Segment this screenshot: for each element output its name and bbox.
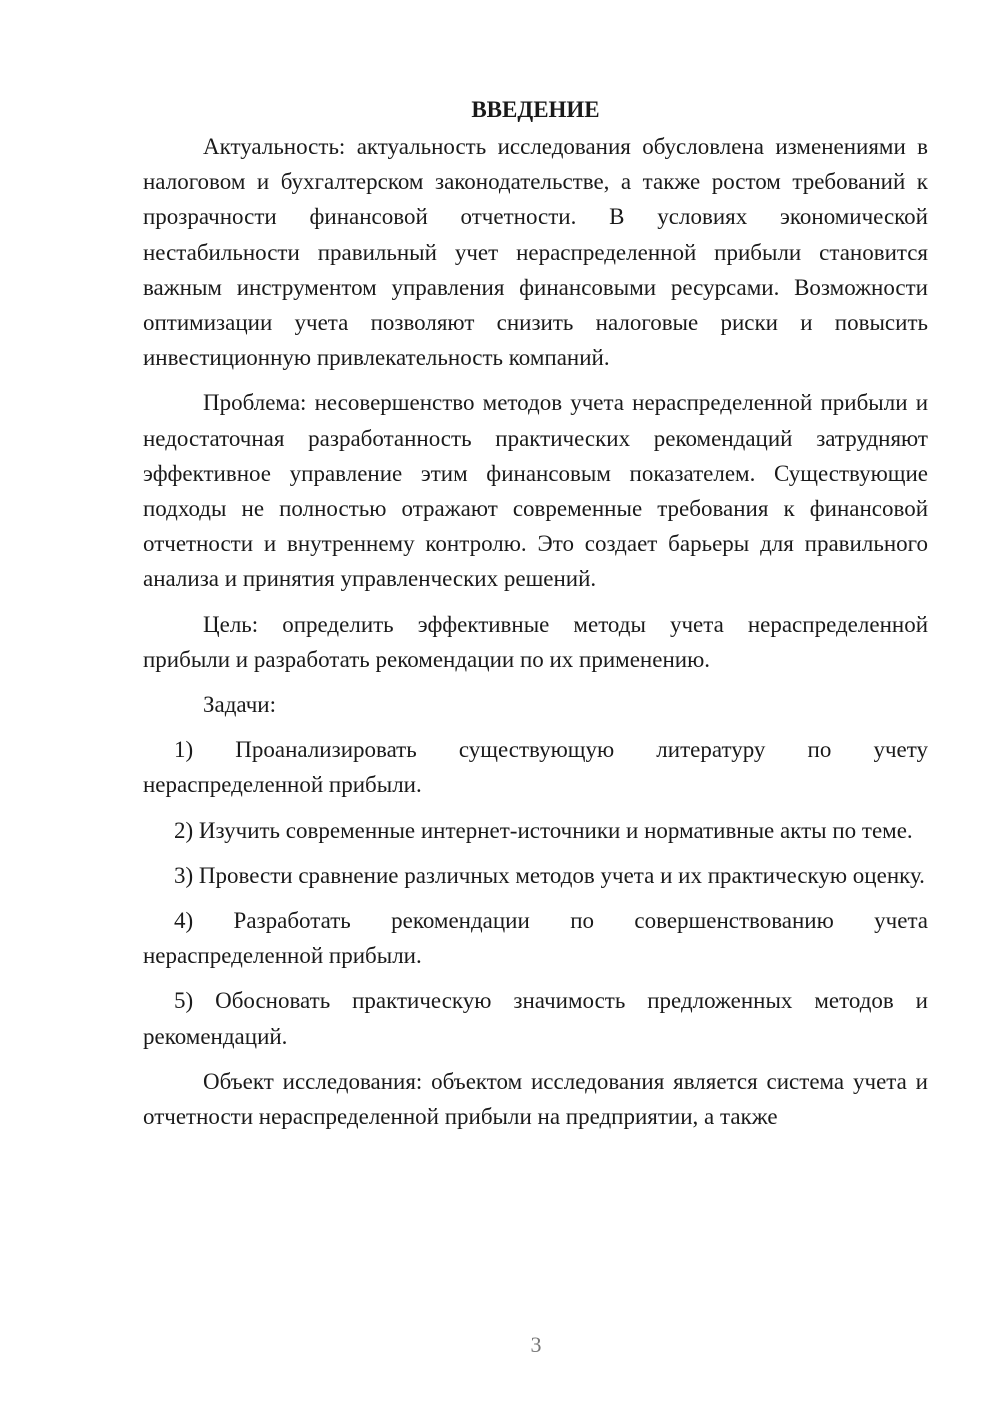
task-item: 3) Провести сравнение различных методов учета и их практическую оценку. (174, 862, 925, 888)
relevance-paragraph: Актуальность: актуальность исследования обусловлена изменениями в налоговом и бухгалтерском законодательстве, а также ростом требований к прозрачности финансовой отчетности. В условиях экономической нестабильности правильный учет нераспределенной прибыли становится важным инструментом управления финансовыми ресурсами. Возможности оптимизации учета позволяют снизить налоговые риски и повысить инвестиционную привлекательность компаний. (143, 134, 928, 371)
task-item: 4) Разработать рекомендации по совершенствованию учета нераспределенной прибыли. (143, 908, 928, 969)
object-paragraph: Объект исследования: объектом исследования является система учета и отчетности нераспределенной прибыли на предприятии, а также (143, 1068, 928, 1130)
page-body (143, 92, 928, 1144)
task-item: 2) Изучить современные интернет-источники и нормативные акты по теме. (174, 817, 913, 843)
page-number: 3 (530, 1332, 542, 1357)
problem-paragraph: Проблема: несовершенство методов учета нераспределенной прибыли и недостаточная разработанность практических рекомендаций затрудняют эффективное управление этим финансовым показателем. Существующие подходы не полностью отражают современные требования к финансовой отчетности и внутреннему контролю. Это создает барьеры для правильного анализа и принятия управленческих решений. (143, 390, 928, 592)
task-item: 5) Обосновать практическую значимость предложенных методов и рекомендаций. (143, 988, 928, 1049)
tasks-heading: Задачи: (203, 692, 276, 718)
task-item: 1) Проанализировать существующую литературу по учету нераспределенной прибыли. (143, 737, 928, 798)
page-title: ВВЕДЕНИЕ (471, 97, 600, 122)
goal-paragraph: Цель: определить эффективные методы учета нераспределенной прибыли и разработать рекомендации по их применению. (143, 611, 928, 672)
